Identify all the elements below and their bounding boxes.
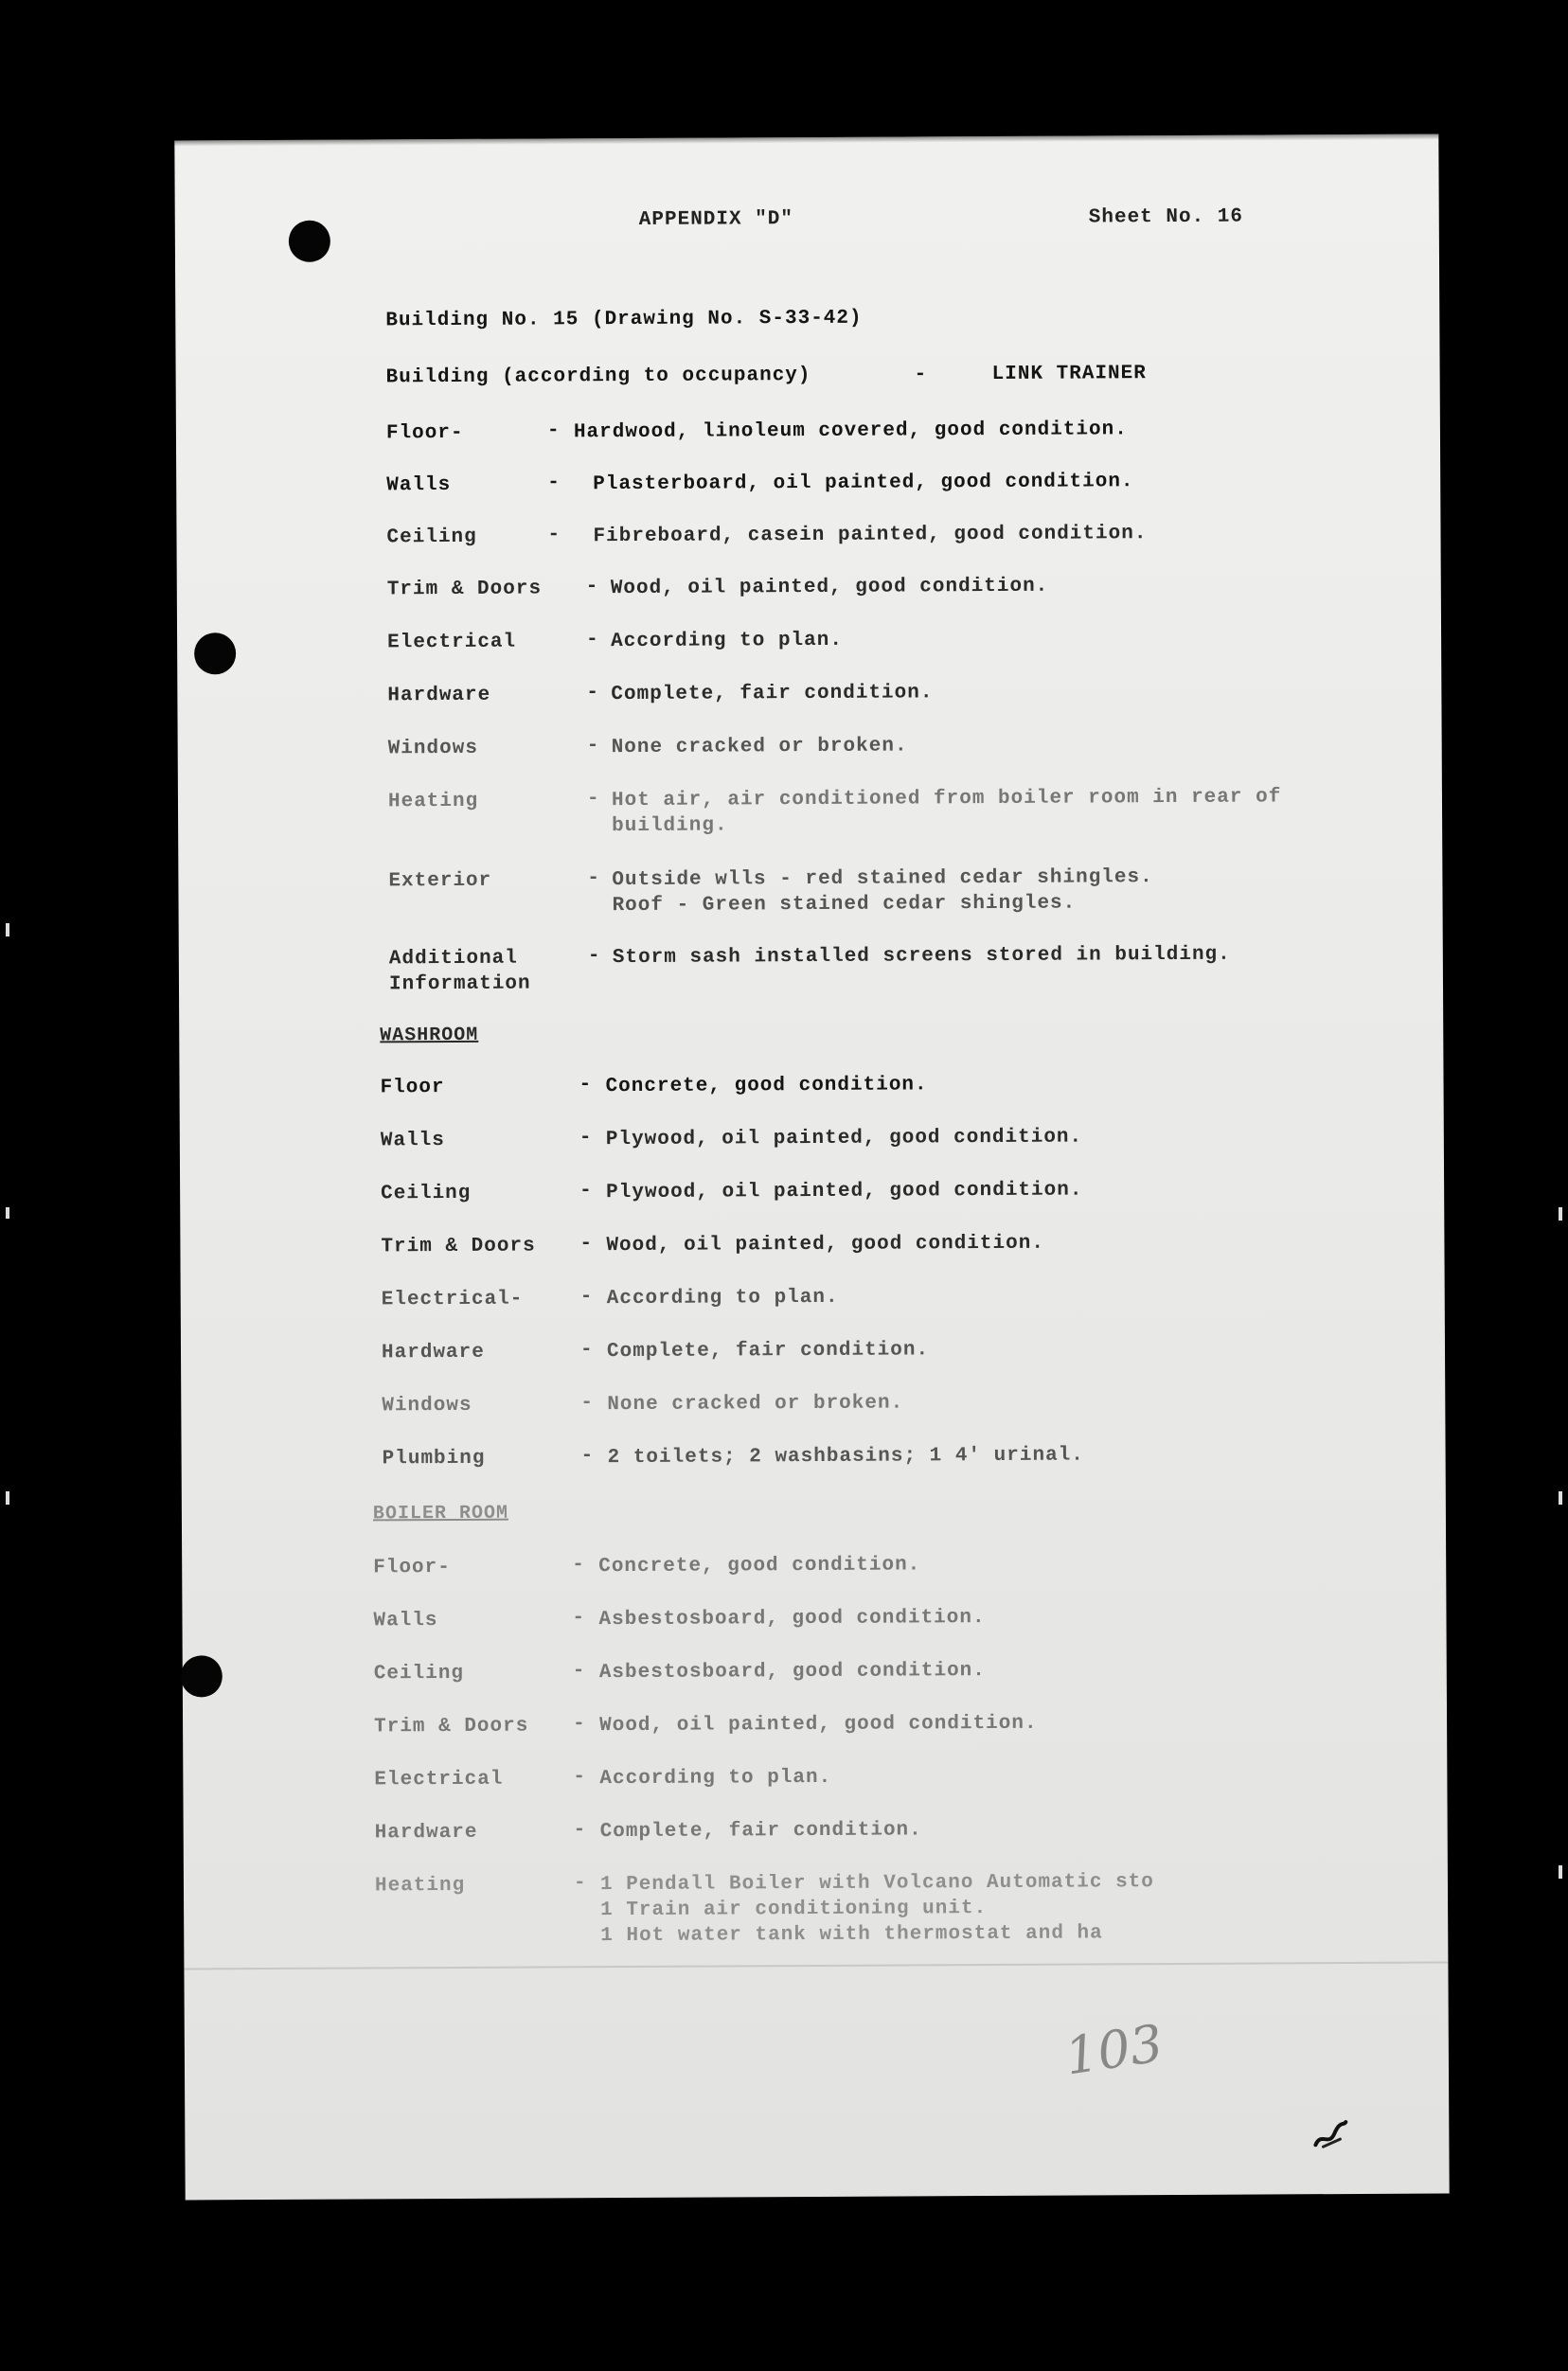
item-label: Floor- — [373, 1557, 451, 1579]
item-value: Wood, oil painted, good condition. — [606, 1232, 1044, 1257]
washroom-floor — [179, 1070, 1443, 1099]
item-additional-info — [179, 941, 1443, 996]
washroom-trim-doors — [180, 1229, 1444, 1258]
item-value: 2 toilets; 2 washbasins; 1 4' urinal. — [607, 1444, 1084, 1470]
item-dash: - — [546, 419, 561, 442]
item-value: Plywood, oil painted, good condition. — [606, 1179, 1083, 1204]
item-value: Outside wlls - red stained cedar shingles. Roof - Green stained cedar shingles. — [612, 866, 1153, 918]
item-dash: - — [547, 472, 561, 494]
scan-edge-mark — [6, 1207, 9, 1219]
boiler-trim-doors — [183, 1708, 1447, 1738]
item-exterior — [178, 864, 1442, 918]
ink-scribble-mark — [1311, 2118, 1349, 2150]
item-label: Trim & Doors — [386, 578, 543, 601]
item-value: None cracked or broken. — [607, 1392, 904, 1417]
item-dash: - — [587, 867, 601, 890]
boiler-electrical — [183, 1761, 1447, 1792]
item-value: Wood, oil painted, good condition. — [610, 575, 1049, 600]
washroom-hardware — [181, 1335, 1445, 1364]
boiler-walls — [182, 1602, 1446, 1632]
item-value: Hardwood, linoleum covered, good condition. — [573, 419, 1128, 444]
item-label: Trim & Doors — [381, 1235, 536, 1258]
washroom-ceiling — [180, 1176, 1444, 1205]
item-label: Ceiling — [381, 1182, 472, 1205]
occupancy-label: Building (according to occupancy) — [385, 364, 811, 389]
item-value: According to plan. — [599, 1766, 832, 1791]
item-dash: - — [579, 1074, 593, 1096]
item-value: Plywood, oil painted, good condition. — [605, 1126, 1083, 1151]
occupancy-dash: - — [914, 364, 928, 386]
sheet-number: Sheet No. 16 — [1088, 205, 1244, 229]
item-label: Exterior — [388, 869, 492, 893]
item-ceiling — [176, 520, 1440, 549]
item-windows — [178, 731, 1442, 760]
item-dash: - — [587, 945, 601, 968]
item-dash: - — [573, 1819, 587, 1842]
item-label: Plumbing — [382, 1447, 486, 1471]
item-label: Heating — [387, 790, 479, 813]
item-value: Asbestosboard, good condition. — [598, 1607, 986, 1631]
item-value: 1 Pendall Boiler with Volcano Automatic sto 1 Train air conditioning unit. 1 Hot water tank with thermostat and ha — [599, 1871, 1154, 1948]
item-label: Floor — [380, 1077, 445, 1099]
item-dash: - — [586, 629, 599, 651]
page-fold-line — [184, 1961, 1448, 1970]
item-dash: - — [579, 1286, 594, 1309]
item-value: None cracked or broken. — [611, 735, 908, 759]
appendix-title: APPENDIX "D" — [638, 208, 794, 231]
page-top-shadow — [174, 134, 1438, 147]
item-trim-doors — [177, 572, 1441, 601]
item-label: Hardware — [374, 1821, 478, 1845]
item-label: Additional Information — [388, 947, 531, 996]
occupancy-value: LINK TRAINER — [991, 363, 1147, 385]
item-dash: - — [585, 576, 599, 598]
punch-hole-top — [289, 221, 330, 262]
item-value: Fibreboard, casein painted, good condition. — [593, 523, 1148, 548]
scan-edge-mark — [1559, 1865, 1562, 1879]
item-dash: - — [586, 682, 600, 704]
item-dash: - — [586, 788, 600, 811]
washroom-walls — [180, 1123, 1444, 1152]
item-label: Heating — [374, 1874, 466, 1898]
item-label: Trim & Doors — [374, 1715, 529, 1738]
item-value: Concrete, good condition. — [598, 1554, 921, 1578]
item-dash: - — [579, 1180, 593, 1203]
item-dash: - — [573, 1872, 587, 1895]
boiler-floor — [182, 1549, 1446, 1579]
item-label: Windows — [382, 1394, 472, 1417]
boiler-ceiling — [183, 1655, 1447, 1685]
item-dash: - — [586, 735, 600, 758]
washroom-heading: WASHROOM — [380, 1024, 479, 1047]
item-electrical — [177, 625, 1441, 654]
item-label: Walls — [380, 1130, 445, 1152]
punch-hole-left — [194, 633, 236, 674]
scan-edge-mark — [1559, 1207, 1562, 1221]
item-value: Storm sash installed screens stored in building. — [612, 943, 1231, 970]
item-label: Hardware — [381, 1341, 485, 1364]
item-value: Hot air, air conditioned from boiler room in rear of building. — [611, 786, 1282, 838]
item-hardware — [177, 678, 1441, 707]
item-value: Wood, oil painted, good condition. — [599, 1712, 1038, 1738]
item-label: Electrical — [374, 1768, 504, 1792]
scan-edge-mark — [6, 1491, 9, 1505]
item-dash: - — [573, 1713, 586, 1736]
item-dash: - — [579, 1233, 594, 1256]
item-value: According to plan. — [606, 1286, 839, 1310]
handwritten-page-number: 103 — [1060, 2013, 1167, 2087]
item-label: Ceiling — [373, 1662, 465, 1685]
boiler-heating — [184, 1867, 1448, 1948]
document-page — [174, 134, 1449, 2201]
item-heating — [178, 784, 1442, 838]
building-number: Building No. 15 (Drawing No. S-33-42) — [385, 307, 863, 332]
item-value: Asbestosboard, good condition. — [598, 1660, 986, 1685]
item-value: Plasterboard, oil painted, good condition. — [593, 471, 1134, 496]
punch-hole-bottom — [181, 1655, 223, 1697]
scan-edge-mark — [6, 923, 9, 936]
boiler-hardware — [184, 1814, 1448, 1845]
item-dash: - — [579, 1339, 594, 1362]
item-dash: - — [579, 1127, 593, 1150]
washroom-windows — [181, 1388, 1445, 1417]
item-dash: - — [572, 1554, 585, 1577]
item-value: Complete, fair condition. — [611, 682, 934, 706]
item-label: Walls — [386, 473, 452, 497]
item-value: Complete, fair condition. — [599, 1819, 922, 1844]
scan-edge-mark — [1559, 1491, 1562, 1505]
item-dash: - — [572, 1607, 586, 1630]
item-dash: - — [547, 524, 561, 546]
boiler-room-heading: BOILER ROOM — [372, 1502, 509, 1525]
item-label: Hardware — [387, 684, 491, 707]
item-label: Electrical- — [381, 1288, 524, 1311]
item-dash: - — [580, 1392, 594, 1415]
washroom-electrical — [181, 1282, 1445, 1311]
item-value: Concrete, good condition. — [605, 1074, 928, 1098]
item-dash: - — [580, 1445, 595, 1468]
item-value: Complete, fair condition. — [606, 1339, 930, 1364]
item-floor — [176, 416, 1440, 445]
item-walls — [176, 468, 1440, 497]
item-label: Walls — [373, 1610, 438, 1632]
item-dash: - — [572, 1660, 586, 1683]
item-label: Floor- — [385, 421, 464, 445]
item-dash: - — [573, 1766, 587, 1789]
washroom-plumbing — [182, 1441, 1446, 1471]
item-label: Electrical — [387, 631, 517, 654]
item-label: Windows — [387, 737, 478, 760]
item-value: According to plan. — [611, 629, 843, 653]
item-label: Ceiling — [386, 526, 477, 549]
